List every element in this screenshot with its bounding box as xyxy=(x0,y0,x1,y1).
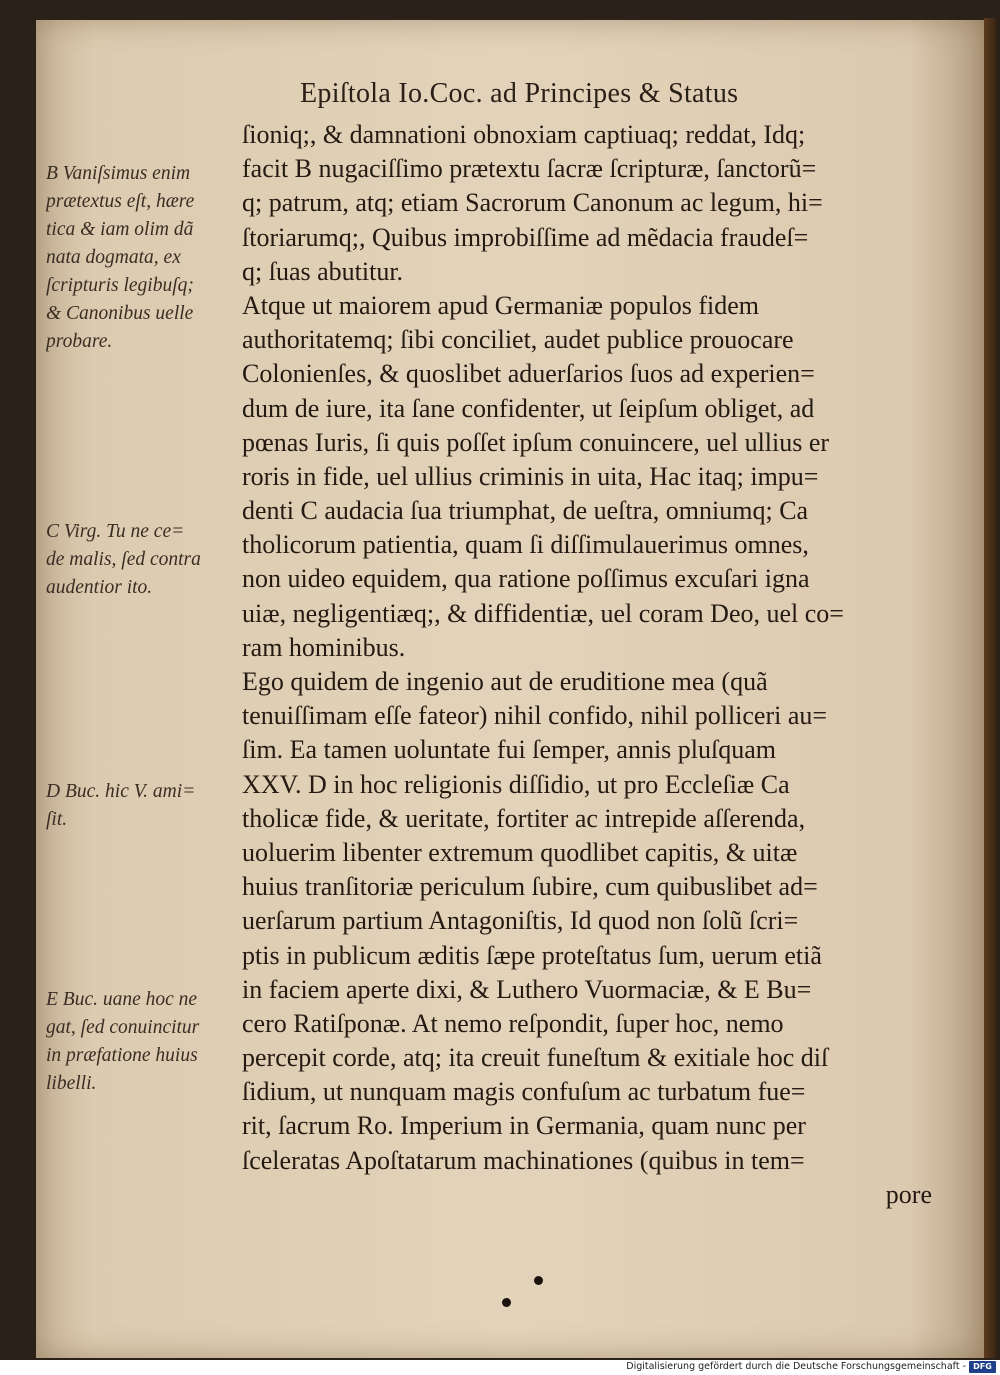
text-line: ſceleratas Apoſtatarum machinationes (quibus in tem= xyxy=(242,1145,805,1175)
text-line: ſioniq;, & damnationi obnoxiam captiuaq; reddat, Idq; xyxy=(242,120,806,149)
marginal-note-line: B Vaniſsimus enim xyxy=(46,163,191,184)
marginal-note-line: ſit. xyxy=(46,809,68,830)
text-line: pœnas Iuris, ſi quis poſſet ipſum conuincere, uel ullius er xyxy=(242,427,830,457)
marginal-note-b xyxy=(46,160,242,356)
text-line: ſim. Ea tamen uoluntate fui ſemper, annis pluſquam xyxy=(242,735,776,765)
text-line: denti C audacia ſua triumphat, de ueſtra, omniumq; Ca xyxy=(242,496,809,526)
text-line: tholicorum patientia, quam ſi diſſimulauerimus omnes, xyxy=(242,530,809,560)
marginal-note-line: ſcripturis legibuſq; xyxy=(46,275,194,296)
text-line: uoluerim libenter extremum quodlibet capitis, & uitæ xyxy=(242,837,798,867)
marginal-note-line: prætextus eſt, hære xyxy=(46,191,195,212)
text-line: Ego quidem de ingenio aut de eruditione mea (quã xyxy=(242,667,768,696)
text-line: uiæ, negligentiæq;, & diffidentiæ, uel coram Deo, uel co= xyxy=(242,598,844,628)
book-binding-edge xyxy=(984,18,996,1358)
text-line: rit, ſacrum Ro. Imperium in Germania, quam nunc per xyxy=(242,1111,806,1141)
marginal-note-d xyxy=(46,778,242,834)
body-text xyxy=(242,118,932,1212)
marginal-note-line: C Virg. Tu ne ce= xyxy=(46,521,185,542)
page-ornament-dot xyxy=(502,1298,511,1307)
text-line: non uideo equidem, qua ratione poſſimus excuſari igna xyxy=(242,564,810,594)
marginal-note-line: gat, ſed conuincitur xyxy=(46,1017,200,1038)
running-head: Epiſtola Io.Coc. ad Principes & Status xyxy=(300,78,739,109)
text-line: ſidium, ut nunquam magis confuſum ac turbatum fue= xyxy=(242,1077,806,1107)
text-line: uerſarum partium Antagoniſtis, Id quod non ſolũ ſcri= xyxy=(242,906,799,936)
text-line: cero Ratiſponæ. At nemo reſpondit, ſuper hoc, nemo xyxy=(242,1008,784,1038)
marginal-note-line: nata dogmata, ex xyxy=(46,247,181,268)
footer-bar xyxy=(0,1360,1000,1375)
marginal-note-line: audentior ito. xyxy=(46,577,153,598)
text-line: Atque ut maiorem apud Germaniæ populos fidem xyxy=(242,290,760,320)
footer-credit: Digitalisierung gefördert durch die Deutsche Forschungsgemeinschaft - xyxy=(626,1361,966,1372)
text-line: q; ſuas abutitur. xyxy=(242,256,404,286)
marginal-note-line: libelli. xyxy=(46,1073,97,1094)
marginal-note-line: tica & iam olim dã xyxy=(46,219,194,240)
marginal-note-line: E Buc. uane hoc ne xyxy=(46,989,198,1010)
text-line: facit B nugaciſſimo prætextu ſacræ ſcripturæ, ſanctorũ= xyxy=(242,154,817,184)
marginal-note-line: de malis, ſed contra xyxy=(46,549,201,570)
text-line: dum de iure, ita ſane confidenter, ut ſeipſum obliget, ad xyxy=(242,393,815,423)
page-ornament-dot xyxy=(534,1276,543,1285)
marginal-note-line: probare. xyxy=(46,331,113,352)
text-line: roris in fide, uel ullius criminis in uita, Hac itaq; impu= xyxy=(242,461,819,491)
text-line: authoritatemq; ſibi conciliet, audet publice prouocare xyxy=(242,325,794,355)
marginal-note-line: & Canonibus uelle xyxy=(46,303,194,324)
marginal-note-e xyxy=(46,986,242,1098)
text-line: ptis in publicum æditis ſæpe proteſtatus ſum, uerum etiã xyxy=(242,940,822,970)
text-line: ſtoriarumq;, Quibus improbiſſime ad mẽdacia fraudeſ= xyxy=(242,222,809,252)
marginal-note-c xyxy=(46,518,242,602)
text-line: q; patrum, atq; etiam Sacrorum Canonum ac legum, hi= xyxy=(242,188,823,218)
marginal-note-line: in præfatione huius xyxy=(46,1045,198,1066)
marginal-note-line: D Buc. hic V. ami= xyxy=(46,781,196,802)
text-line: percepit corde, atq; ita creuit funeſtum & exitiale hoc diſ xyxy=(242,1043,829,1073)
text-line: pore xyxy=(885,1179,932,1209)
text-line: huius tranſitoriæ periculum ſubire, cum quibuslibet ad= xyxy=(242,872,818,902)
text-line: XXV. D in hoc religionis diſſidio, ut pro Eccleſiæ Ca xyxy=(242,769,790,799)
text-line: ram hominibus. xyxy=(242,632,406,662)
dfg-logo-icon: DFG xyxy=(969,1361,996,1373)
text-line: tholicæ fide, & ueritate, fortiter ac intrepide aſſerenda, xyxy=(242,803,806,833)
text-line: in faciem aperte dixi, & Luthero Vuormaciæ, & E Bu= xyxy=(242,974,812,1004)
text-line: Colonienſes, & quoslibet aduerſarios ſuos ad experien= xyxy=(242,359,815,389)
text-line: tenuiſſimam eſſe fateor) nihil confido, nihil polliceri au= xyxy=(242,701,828,731)
